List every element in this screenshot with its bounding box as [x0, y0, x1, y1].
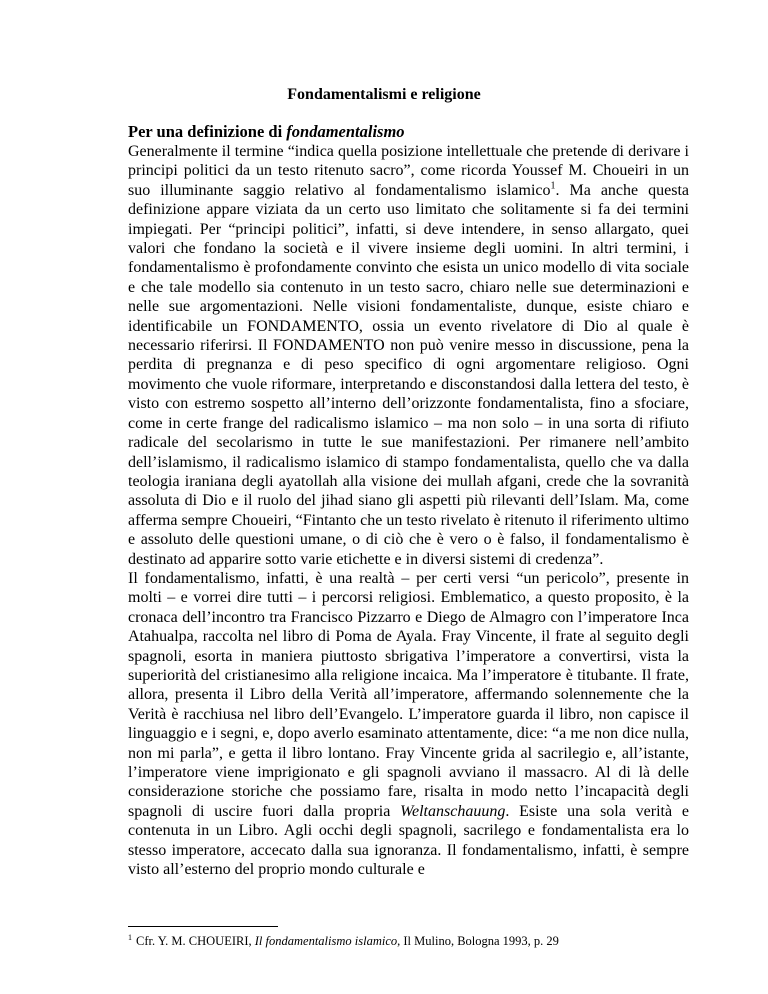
section-heading [128, 122, 688, 142]
paragraph-2-text-b: . Esiste una sola verità e contenuta in un Libro. Agli occhi degli spagnoli, sacrilego e fondamentalista era lo stesso imperatore, accecato dalla sua ignoranza. Il fondamentalismo, infatti, è sempre visto all’esterno del proprio mondo culturale e [128, 802, 690, 879]
section-heading-prefix: Per una definizione di [128, 122, 287, 141]
paragraph-2-emphasis: Weltanschauung [400, 802, 506, 820]
footnote [128, 934, 708, 949]
paragraph-2 [128, 569, 689, 880]
footnote-marker: 1 [128, 932, 132, 942]
paragraph-1-text-b: . Ma anche questa definizione appare viziata da un certo uso limitato che solitamente si fa dei termini impiegati. Per “principi politici”, infatti, si deve intendere, in senso allargato, quei valori che fondano la società e il vivere insieme degli uomini. In altri termini, i fondamentalismo è profondamente convinto che esista un unico modello di vita sociale e che tale modello sia contenuto in un testo sacro, chiaro nelle sue determinazioni e nelle sue argomentazioni. Nelle visioni fondamentaliste, dunque, esiste chiaro e identificabile un FONDAMENTO, ossia un evento rivelatore di Dio al quale è necessario riferirsi. Il FONDAMENTO non può venire messo in discussione, pena la perdita di pregnanza e di peso specifico di ogni argomentare religioso. Ogni movimento che vuole riformare, interpretando e disconstandosi dalla lettera del testo, è visto con estremo sospetto all’interno dell’orizzonte fondamentalista, fino a sfociare, come in certe frange del radicalismo islamico – ma non solo – in una sorta di rifiuto radicale del secolarismo in tutte le sue manifestazioni. Per rimanere nell’ambito dell’islamismo, il radicalismo islamico di stampo fondamentalista, quello che va dalla teologia iraniana degli ayatollah alla visione dei mullah afgani, crede che la sovranità assoluta di Dio e il ruolo del jihad siano gli aspetti più rilevanti dell’Islam. Ma, come afferma sempre Choueiri, “Fintanto che un testo rivelato è ritenuto il riferimento ultimo e assoluto delle questioni umane, o di ciò che è vero o è falso, il fondamentalismo è destinato ad apparire sotto varie etichette e in diversi sistemi di credenza”. [128, 181, 689, 568]
paragraph-1 [128, 142, 689, 569]
document-title: Fondamentalismi e religione [287, 86, 481, 103]
section-heading-emphasis: fondamentalismo [286, 122, 405, 141]
footnote-suffix: , Il Mulino, Bologna 1993, p. 29 [397, 934, 559, 948]
footnote-book-title: Il fondamentalismo islamico [254, 934, 398, 948]
paragraph-1-text-a: Generalmente il termine “indica quella posizione intellettuale che pretende di derivare i principi politici da un testo ritenuto sacro”, come ricorda Youssef M. Choueiri in un suo illuminante saggio relativo al fondamentalismo islamico [128, 143, 689, 199]
footnote-prefix: Cfr. Y. M. CHOUEIRI, [136, 934, 255, 948]
paragraph-2-text-a: Il fondamentalismo, infatti, è una realtà – per certi versi “un pericolo”, presente in molti – e vorrei dire tutti – i percorsi religiosi. Emblematico, a questo proposito, è la cronaca dell’incontro tra Francisco Pizzarro e Diego de Almagro con l’imperatore Inca Atahualpa, raccolta nel libro di Poma de Ayala. Fray Vincente, il frate al seguito degli spagnoli, esorta in maniera piuttosto sbrigativa l’imperatore a convertirsi, vista la superiorità del cristianesimo alla religione incaica. Ma l’imperatore è titubante. Il frate, allora, presenta il Libro della Verità all’imperatore, affermando solennemente che la Verità è racchiusa nel libro dell’Evangelo. L’imperatore guarda il libro, non capisce il linguaggio e i segni, e, dopo averlo esaminato attentamente, dice: “a me non dice nulla, non mi parla”, e getta il libro lontano. Fray Vincente grida al sacrilegio e, all’istante, l’imperatore viene imprigionato e gli spagnoli avviano il massacro. Al di là delle considerazione storiche che possiamo fare, risalta in modo netto l’incapacità degli spagnoli di uscire fuori dalla propria [128, 569, 689, 820]
footnote-reference[interactable]: 1 [550, 180, 556, 192]
footnote-separator [128, 926, 278, 927]
body-text [128, 142, 689, 879]
